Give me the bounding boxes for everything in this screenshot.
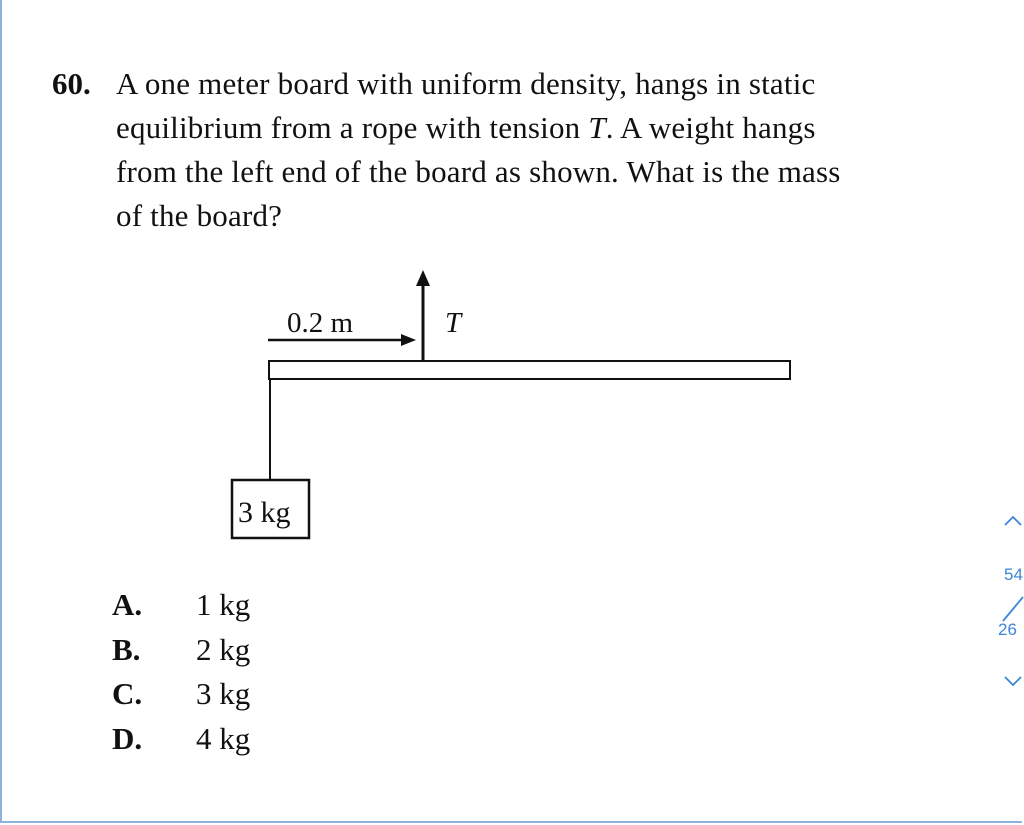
question-line-1: A one meter board with uniform density, hangs in static bbox=[116, 66, 816, 101]
question-line-2-end: . A weight hangs bbox=[605, 110, 816, 145]
choice-value: 4 kg bbox=[196, 720, 251, 756]
page-navigator bbox=[996, 510, 1024, 690]
choice-b[interactable] bbox=[112, 628, 250, 673]
choice-letter: C. bbox=[112, 676, 143, 711]
question-line-4: of the board? bbox=[116, 198, 283, 233]
question-line-2-start: equilibrium from a rope with tension bbox=[116, 110, 589, 145]
total-pages: 26 bbox=[998, 620, 1017, 639]
chevron-up-icon[interactable] bbox=[1002, 512, 1024, 528]
choice-a[interactable] bbox=[112, 583, 250, 628]
question-number: 60. bbox=[52, 66, 91, 101]
current-page: 54 bbox=[1004, 565, 1023, 584]
question-line-3: from the left end of the board as shown. What is the mass bbox=[116, 154, 841, 189]
board bbox=[269, 361, 790, 379]
choice-value: 2 kg bbox=[196, 631, 251, 667]
weight-mass-label: 3 kg bbox=[238, 496, 291, 529]
choice-letter: D. bbox=[112, 720, 143, 756]
chevron-down-icon[interactable] bbox=[1002, 674, 1024, 690]
choice-d[interactable] bbox=[112, 717, 250, 762]
tension-arrow-head bbox=[416, 270, 430, 286]
choice-c[interactable] bbox=[112, 672, 250, 717]
tension-symbol-inline: T bbox=[588, 110, 606, 145]
distance-label: 0.2 m bbox=[287, 307, 354, 339]
choice-letter: A. bbox=[112, 587, 143, 622]
answer-choices bbox=[112, 583, 250, 761]
distance-arrow-head bbox=[401, 334, 416, 346]
choice-letter: B. bbox=[112, 631, 141, 667]
choice-value: 3 kg bbox=[196, 676, 251, 711]
choice-value: 1 kg bbox=[196, 587, 251, 622]
tension-label: T bbox=[445, 307, 462, 339]
